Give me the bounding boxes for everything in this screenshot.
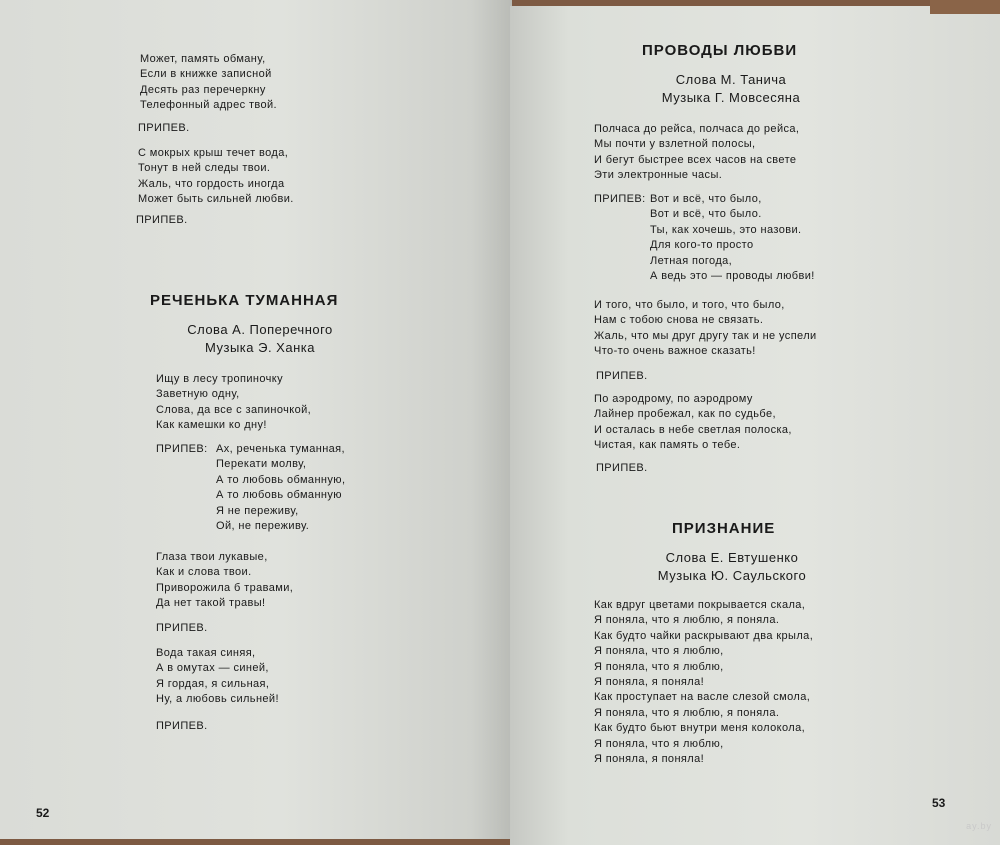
lyric-line: Я поняла, я поняла!: [594, 675, 705, 688]
verse-1: [156, 372, 311, 434]
page-number: 53: [932, 796, 946, 810]
lyric-line: Как будто бьют внутри меня колокола,: [594, 722, 806, 735]
song-title: ПРИЗНАНИЕ: [672, 520, 776, 537]
music-credit: Музыка Э. Ханка: [205, 340, 315, 355]
lyric-line: Ах, реченька туманная,: [216, 443, 345, 455]
lyric-line: Чистая, как память о тебе.: [594, 439, 741, 452]
stanza-top-1: [140, 52, 277, 114]
song-title: ПРОВОДЫ ЛЮБВИ: [642, 42, 798, 59]
refrain-label: ПРИПЕВ.: [596, 370, 648, 382]
lyric-line: А в омутах — синей,: [156, 662, 269, 675]
page-number: 52: [36, 806, 50, 820]
lyric-line: Жаль, что гордость иногда: [138, 177, 285, 190]
stanza-top-2: [138, 146, 294, 208]
lyric-line: Я поняла, что я люблю, я поняла.: [594, 706, 780, 719]
lyric-line: Полчаса до рейса, полчаса до рейса,: [594, 123, 800, 135]
refrain-label: ПРИПЕВ.: [156, 622, 208, 634]
lyric-line: Я поняла, что я люблю, я поняла.: [594, 614, 780, 627]
refrain-label: ПРИПЕВ.: [156, 720, 208, 732]
lyric-line: Как будто чайки раскрывают два крыла,: [594, 629, 814, 642]
lyric-line: А то любовь обманную: [216, 489, 342, 502]
lyric-line: И того, что было, и того, что было,: [594, 299, 785, 311]
lyric-line: Как и слова твои.: [156, 566, 252, 579]
lyrics-credit: Слова Е. Евтушенко: [665, 550, 799, 565]
lyric-line: Ищу в лесу тропиночку: [156, 373, 284, 385]
lyric-line: Телефонный адрес твой.: [140, 99, 278, 112]
chorus-block: [594, 192, 894, 287]
verse-3: [156, 646, 279, 708]
lyric-line: Я поняла, что я люблю,: [594, 660, 724, 673]
lyric-line: Я поняла, что я люблю,: [594, 645, 724, 658]
lyric-line: Десять раз перечеркну: [140, 83, 266, 96]
lyric-line: Я поняла, я поняла!: [594, 752, 705, 765]
lyric-line: И бегут быстрее всех часов на свете: [594, 153, 797, 166]
lyric-line: Вот и всё, что было.: [650, 208, 762, 221]
verse-1: [594, 122, 799, 184]
lyric-line: Заветную одну,: [156, 388, 240, 401]
lyric-line: Да нет такой травы!: [156, 597, 266, 610]
song-title: РЕЧЕНЬКА ТУМАННАЯ: [150, 292, 339, 309]
chorus-lines: [650, 192, 815, 282]
chorus-block: [156, 442, 396, 537]
verse-2: [594, 298, 817, 360]
table-surface: [930, 0, 1000, 14]
lyric-line: Лайнер пробежал, как по судьбе,: [594, 408, 776, 421]
lyrics-credit: Слова М. Танича: [675, 72, 787, 87]
verse-1: [594, 598, 813, 767]
lyric-line: Как проступает на васле слезой смола,: [594, 691, 811, 704]
music-credit: Музыка Г. Мовсесяна: [661, 90, 801, 105]
lyric-line: И осталась в небе светлая полоска,: [594, 423, 792, 436]
music-credit: Музыка Ю. Саульского: [657, 568, 807, 583]
chorus-lines: [216, 442, 346, 532]
verse-3: [594, 392, 792, 454]
song-credits: [636, 72, 826, 108]
chorus-label: ПРИПЕВ:: [594, 193, 646, 205]
lyric-line: Летная погода,: [650, 254, 733, 267]
lyric-line: Приворожила б травами,: [156, 581, 294, 594]
watermark: ay.by: [966, 821, 992, 831]
lyrics-credit: Слова А. Поперечного: [187, 322, 333, 337]
lyric-line: Как вдруг цветами покрывается скала,: [594, 599, 806, 611]
lyric-line: Слова, да все с запиночкой,: [156, 403, 312, 416]
lyric-line: Мы почти у взлетной полосы,: [594, 138, 756, 151]
refrain-label: ПРИПЕВ.: [596, 462, 648, 474]
lyric-line: С мокрых крыш течет вода,: [138, 147, 289, 159]
refrain-label: ПРИПЕВ.: [136, 214, 188, 226]
lyric-line: Вода такая синяя,: [156, 647, 256, 659]
lyric-line: Что-то очень важное сказать!: [594, 345, 756, 358]
lyric-line: Я поняла, что я люблю,: [594, 737, 724, 750]
refrain-label: ПРИПЕВ.: [138, 122, 190, 134]
lyric-line: Тонут в ней следы твои.: [138, 162, 271, 175]
lyric-line: Для кого-то просто: [650, 239, 754, 252]
lyric-line: А ведь это — проводы любви!: [650, 269, 815, 282]
lyric-line: Я не переживу,: [216, 504, 299, 517]
lyric-line: Жаль, что мы друг другу так и не успели: [594, 329, 817, 342]
lyric-line: Ну, а любовь сильней!: [156, 693, 279, 706]
lyric-line: Перекати молву,: [216, 458, 307, 471]
lyric-line: Ты, как хочешь, это назови.: [650, 223, 802, 236]
lyric-line: Если в книжке записной: [140, 68, 272, 81]
lyric-line: Вот и всё, что было,: [650, 193, 762, 205]
chorus-label: ПРИПЕВ:: [156, 443, 208, 455]
lyric-line: Эти электронные часы.: [594, 169, 723, 182]
lyric-line: Ой, не переживу.: [216, 519, 310, 532]
song-credits: [160, 322, 360, 358]
lyric-line: Я гордая, я сильная,: [156, 677, 270, 690]
lyric-line: А то любовь обманную,: [216, 473, 346, 486]
right-page: [510, 6, 1000, 845]
lyric-line: По аэродрому, по аэродрому: [594, 393, 753, 405]
lyric-line: Глаза твои лукавые,: [156, 551, 268, 563]
verse-2: [156, 550, 293, 612]
song-credits: [634, 550, 830, 586]
lyric-line: Нам с тобою снова не связать.: [594, 314, 764, 327]
lyric-line: Может, память обману,: [140, 53, 266, 65]
lyric-line: Может быть сильней любви.: [138, 193, 294, 206]
lyric-line: Как камешки ко дну!: [156, 419, 267, 432]
